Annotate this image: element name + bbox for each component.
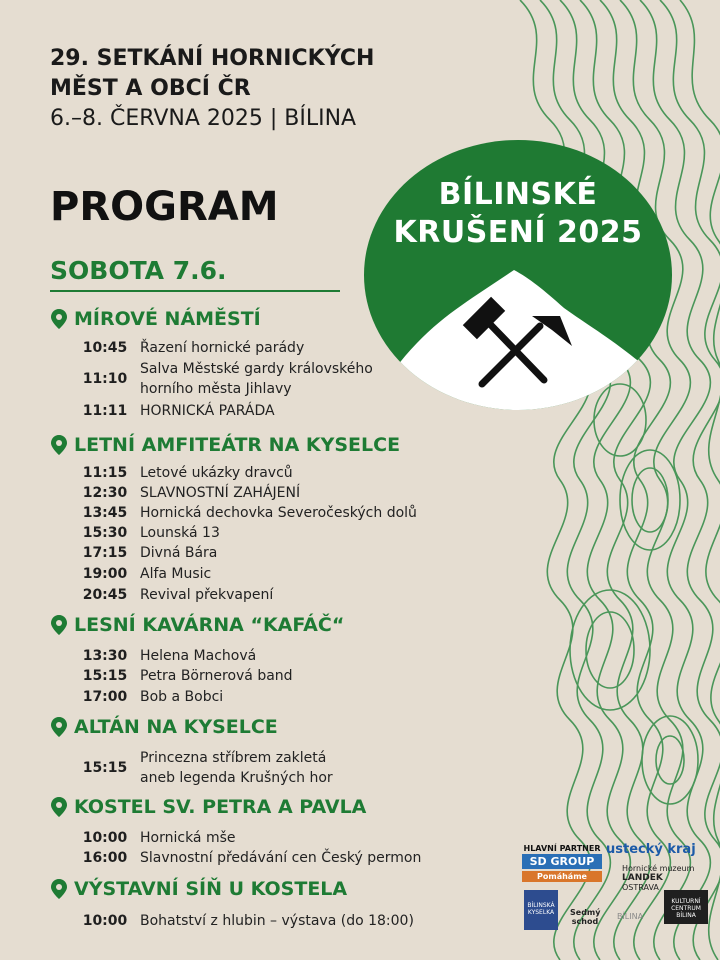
event-description-line: Alfa Music (140, 566, 212, 582)
event-description (140, 848, 421, 868)
event-time: 10:00 (82, 830, 128, 846)
venue-name: ALTÁN NA KYSELCE (74, 716, 278, 738)
program-heading: PROGRAM (50, 184, 279, 230)
bilina-logo: BÍLINA (616, 912, 644, 921)
main-partner-tag: Pomáháme (522, 871, 602, 882)
location-pin-icon (50, 796, 68, 818)
event-description-line: Bob a Bobci (140, 689, 224, 705)
event-description-line: Salva Městské gardy královského (140, 361, 373, 377)
event-time: 11:10 (82, 371, 128, 387)
event-row (70, 463, 293, 483)
badge-title-line1: BÍLINSKÉ (438, 177, 598, 212)
event-row (70, 543, 217, 563)
event-row (70, 483, 300, 503)
event-row (70, 585, 273, 605)
event-row (70, 401, 275, 421)
venue-heading (50, 434, 400, 456)
event-description-line: Slavnostní předávání cen Český permon (140, 850, 422, 866)
event-description-line: Princezna stříbrem zakletá (140, 750, 327, 766)
event-row (70, 338, 304, 358)
event-time: 11:15 (82, 465, 128, 481)
event-description (140, 338, 304, 358)
event-row (70, 687, 223, 707)
event-date-place: 6.–8. ČERVNA 2025 | BÍLINA (50, 106, 357, 131)
event-title-line1: 29. SETKÁNÍ HORNICKÝCH (50, 46, 375, 71)
event-time: 10:00 (82, 913, 128, 929)
event-header (50, 44, 374, 134)
event-description-line: HORNICKÁ PARÁDA (140, 403, 275, 419)
event-description-line: Letové ukázky dravců (140, 465, 293, 481)
event-time: 13:45 (82, 505, 128, 521)
event-description (140, 585, 273, 605)
venue-name: LESNÍ KAVÁRNA “KAFÁČ“ (74, 614, 345, 636)
location-pin-icon (50, 878, 68, 900)
venue-name: LETNÍ AMFITEÁTR NA KYSELCE (74, 434, 401, 456)
event-time: 15:15 (82, 668, 128, 684)
event-row (70, 828, 236, 848)
badge-title-line2: KRUŠENÍ 2025 (393, 215, 643, 250)
event-time: 17:00 (82, 689, 128, 705)
venue-heading (50, 796, 366, 818)
event-description-line: aneb legenda Krušných hor (140, 770, 333, 786)
event-description-line: SLAVNOSTNÍ ZAHÁJENÍ (140, 485, 301, 501)
event-time: 16:00 (82, 850, 128, 866)
event-description-line: Divná Bára (140, 545, 218, 561)
location-pin-icon (50, 614, 68, 636)
venue-heading (50, 878, 347, 900)
event-title-line2: MĚST A OBCÍ ČR (50, 76, 251, 101)
event-row (70, 564, 211, 584)
event-description (140, 646, 256, 666)
location-pin-icon (50, 434, 68, 456)
venue-name: MÍROVÉ NÁMĚSTÍ (74, 308, 261, 330)
hammer-pick-icon (364, 140, 672, 410)
event-row (70, 911, 414, 931)
event-description (140, 911, 414, 931)
day-heading: SOBOTA 7.6. (50, 256, 227, 285)
event-description-line: Hornická dechovka Severočeských dolů (140, 505, 417, 521)
event-description (140, 828, 236, 848)
event-row (70, 523, 220, 543)
landek-city: OSTRAVA (622, 883, 659, 892)
event-description (140, 523, 220, 543)
event-description-line: Hornická mše (140, 830, 236, 846)
venue-heading (50, 614, 344, 636)
event-time: 17:15 (82, 545, 128, 561)
ustecky-kraj-logo: ustecký kraj (606, 842, 696, 857)
venue-name: VÝSTAVNÍ SÍŇ U KOSTELA (74, 878, 348, 900)
landek-small-text: Hornické muzeum (622, 864, 695, 873)
event-description (140, 483, 300, 503)
event-description (140, 503, 417, 523)
event-description-line: Lounská 13 (140, 525, 220, 541)
location-pin-icon (50, 716, 68, 738)
event-description (140, 666, 293, 686)
landek-logo (622, 864, 694, 892)
event-description (140, 401, 275, 421)
event-description-line: Petra Börnerová band (140, 668, 293, 684)
event-description-line: Bohatství z hlubin – výstava (do 18:00) (140, 913, 414, 929)
event-time: 13:30 (82, 648, 128, 664)
event-time: 11:11 (82, 403, 128, 419)
kulturni-centrum-logo: KULTURNÍ CENTRUM BÍLINA (664, 890, 708, 924)
main-partner-label: HLAVNÍ PARTNER (523, 844, 601, 853)
event-row (70, 359, 373, 399)
venue-heading (50, 716, 278, 738)
event-description-line: Revival překvapení (140, 587, 274, 603)
sd-group-logo (522, 844, 602, 882)
day-divider (50, 290, 340, 292)
bilinska-kyselka-logo: BÍLINSKÁ KYSELKA (524, 890, 558, 930)
event-description (140, 463, 293, 483)
landek-name: LANDEK (622, 873, 663, 883)
event-description (140, 748, 333, 788)
event-row (70, 748, 333, 788)
event-description-line: Řazení hornické parády (140, 340, 305, 356)
event-row (70, 646, 256, 666)
event-description (140, 687, 223, 707)
event-description-line: horního města Jihlavy (140, 381, 292, 397)
event-time: 15:15 (82, 760, 128, 776)
event-time: 19:00 (82, 566, 128, 582)
event-time: 20:45 (82, 587, 128, 603)
festival-badge (364, 140, 672, 410)
event-description-line: Helena Machová (140, 648, 257, 664)
event-description (140, 359, 373, 399)
venue-name: KOSTEL SV. PETRA A PAVLA (74, 796, 367, 818)
main-partner-name: SD GROUP (522, 854, 602, 869)
event-time: 10:45 (82, 340, 128, 356)
sedmy-schod-logo: Sedmý schod (570, 908, 601, 926)
venue-heading (50, 308, 261, 330)
event-time: 12:30 (82, 485, 128, 501)
event-row (70, 848, 421, 868)
event-time: 15:30 (82, 525, 128, 541)
event-row (70, 503, 417, 523)
sponsor-logos (518, 840, 714, 940)
event-row (70, 666, 293, 686)
event-description (140, 564, 211, 584)
location-pin-icon (50, 308, 68, 330)
event-description (140, 543, 217, 563)
